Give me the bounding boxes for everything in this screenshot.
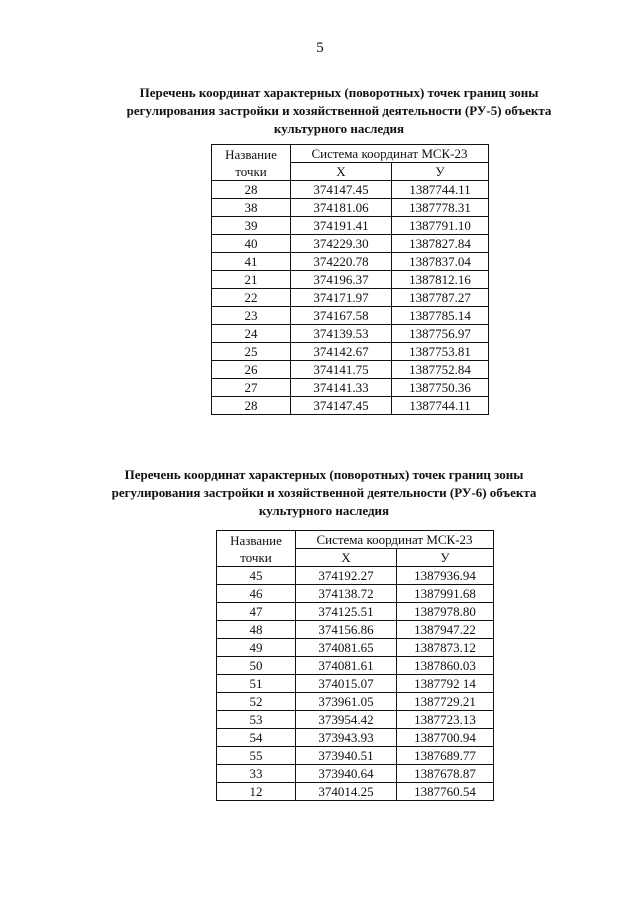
table-row [212,325,489,343]
cell-y: 1387785.14 [392,307,489,325]
header-y: У [397,549,494,567]
cell-x: 374167.58 [291,307,392,325]
cell-y: 1387787.27 [392,289,489,307]
table-row [212,379,489,397]
cell-x: 374081.61 [296,657,397,675]
cell-point-name: 39 [212,217,291,235]
table-row [212,397,489,415]
cell-x: 374192.27 [296,567,397,585]
table-row [217,603,494,621]
cell-x: 374196.37 [291,271,392,289]
cell-y: 1387792 14 [397,675,494,693]
cell-x: 373943.93 [296,729,397,747]
cell-point-name: 33 [217,765,296,783]
header-name-line: Название [230,532,282,548]
cell-y: 1387947.22 [397,621,494,639]
cell-point-name: 51 [217,675,296,693]
table-row [217,711,494,729]
table-row [212,307,489,325]
cell-x: 373940.51 [296,747,397,765]
cell-point-name: 49 [217,639,296,657]
table-row [217,621,494,639]
table-body [217,567,494,801]
cell-x: 374138.72 [296,585,397,603]
table-row [212,217,489,235]
section-ru6 [0,466,640,799]
cell-y: 1387827.84 [392,235,489,253]
header-y: У [392,163,489,181]
cell-point-name: 23 [212,307,291,325]
cell-point-name: 26 [212,361,291,379]
cell-point-name: 28 [212,397,291,415]
cell-x: 374142.67 [291,343,392,361]
cell-x: 374125.51 [296,603,397,621]
title-line: культурного наследия [258,503,390,518]
cell-point-name: 41 [212,253,291,271]
cell-x: 374220.78 [291,253,392,271]
section-title [8,466,640,520]
header-name-line: точки [235,163,267,179]
table-row [212,289,489,307]
cell-x: 374181.06 [291,199,392,217]
cell-y: 1387723.13 [397,711,494,729]
cell-x: 374156.86 [296,621,397,639]
cell-y: 1387978.80 [397,603,494,621]
table-row [217,657,494,675]
title-line: регулирования застройки и хозяйственной деятельности (РУ-6) объекта [111,485,537,500]
cell-point-name: 27 [212,379,291,397]
table-row [217,675,494,693]
cell-y: 1387729.21 [397,693,494,711]
header-coordinate-system: Система координат МСК-23 [291,145,489,163]
cell-point-name: 54 [217,729,296,747]
table-row [217,729,494,747]
cell-point-name: 55 [217,747,296,765]
page-number: 5 [316,40,324,56]
cell-x: 374014.25 [296,783,397,801]
title-line: культурного наследия [273,121,405,136]
cell-point-name: 40 [212,235,291,253]
cell-y: 1387744.11 [392,181,489,199]
header-coordinate-system: Система координат МСК-23 [296,531,494,549]
title-line: Перечень координат характерных (поворотных) точек границ зоны [139,85,539,100]
cell-y: 1387860.03 [397,657,494,675]
table-row [217,639,494,657]
cell-point-name: 28 [212,181,291,199]
cell-y: 1387750.36 [392,379,489,397]
cell-point-name: 24 [212,325,291,343]
cell-y: 1387760.54 [397,783,494,801]
cell-point-name: 52 [217,693,296,711]
cell-point-name: 48 [217,621,296,639]
cell-y: 1387752.84 [392,361,489,379]
table-row [212,235,489,253]
header-point-name [217,531,296,567]
cell-y: 1387778.31 [392,199,489,217]
cell-x: 373954.42 [296,711,397,729]
section-title [38,84,640,138]
cell-y: 1387756.97 [392,325,489,343]
cell-point-name: 53 [217,711,296,729]
header-name-line: Название [225,146,277,162]
table-row [212,199,489,217]
table-row [217,567,494,585]
cell-x: 374141.75 [291,361,392,379]
cell-point-name: 22 [212,289,291,307]
cell-y: 1387700.94 [397,729,494,747]
cell-point-name: 38 [212,199,291,217]
cell-point-name: 12 [217,783,296,801]
cell-x: 374015.07 [296,675,397,693]
cell-x: 374171.97 [291,289,392,307]
table-row [217,585,494,603]
header-point-name [212,145,291,181]
table-row [212,271,489,289]
cell-x: 374147.45 [291,181,392,199]
header-x: X [291,163,392,181]
table-row [212,181,489,199]
cell-point-name: 46 [217,585,296,603]
cell-y: 1387753.81 [392,343,489,361]
cell-point-name: 45 [217,567,296,585]
cell-x: 374141.33 [291,379,392,397]
cell-point-name: 50 [217,657,296,675]
cell-y: 1387744.11 [392,397,489,415]
table-row [217,747,494,765]
table-row [212,361,489,379]
title-line: Перечень координат характерных (поворотных) точек границ зоны [124,467,524,482]
header-name-line: точки [240,549,272,565]
cell-x: 374147.45 [291,397,392,415]
cell-x: 374229.30 [291,235,392,253]
cell-y: 1387991.68 [397,585,494,603]
cell-x: 374191.41 [291,217,392,235]
cell-y: 1387936.94 [397,567,494,585]
section-ru5 [0,84,640,413]
table-row [217,765,494,783]
cell-y: 1387791.10 [392,217,489,235]
header-x: X [296,549,397,567]
cell-point-name: 47 [217,603,296,621]
title-line: регулирования застройки и хозяйственной деятельности (РУ-5) объекта [126,103,552,118]
cell-point-name: 25 [212,343,291,361]
cell-x: 374139.53 [291,325,392,343]
coordinates-table [211,144,489,415]
table-row [217,783,494,801]
table-body [212,181,489,415]
cell-y: 1387678.87 [397,765,494,783]
cell-point-name: 21 [212,271,291,289]
cell-x: 374081.65 [296,639,397,657]
table-row [212,253,489,271]
cell-x: 373940.64 [296,765,397,783]
coordinates-table [216,530,494,801]
table-row [217,693,494,711]
cell-y: 1387689.77 [397,747,494,765]
table-row [212,343,489,361]
cell-y: 1387812.16 [392,271,489,289]
cell-y: 1387837.04 [392,253,489,271]
cell-x: 373961.05 [296,693,397,711]
cell-y: 1387873.12 [397,639,494,657]
